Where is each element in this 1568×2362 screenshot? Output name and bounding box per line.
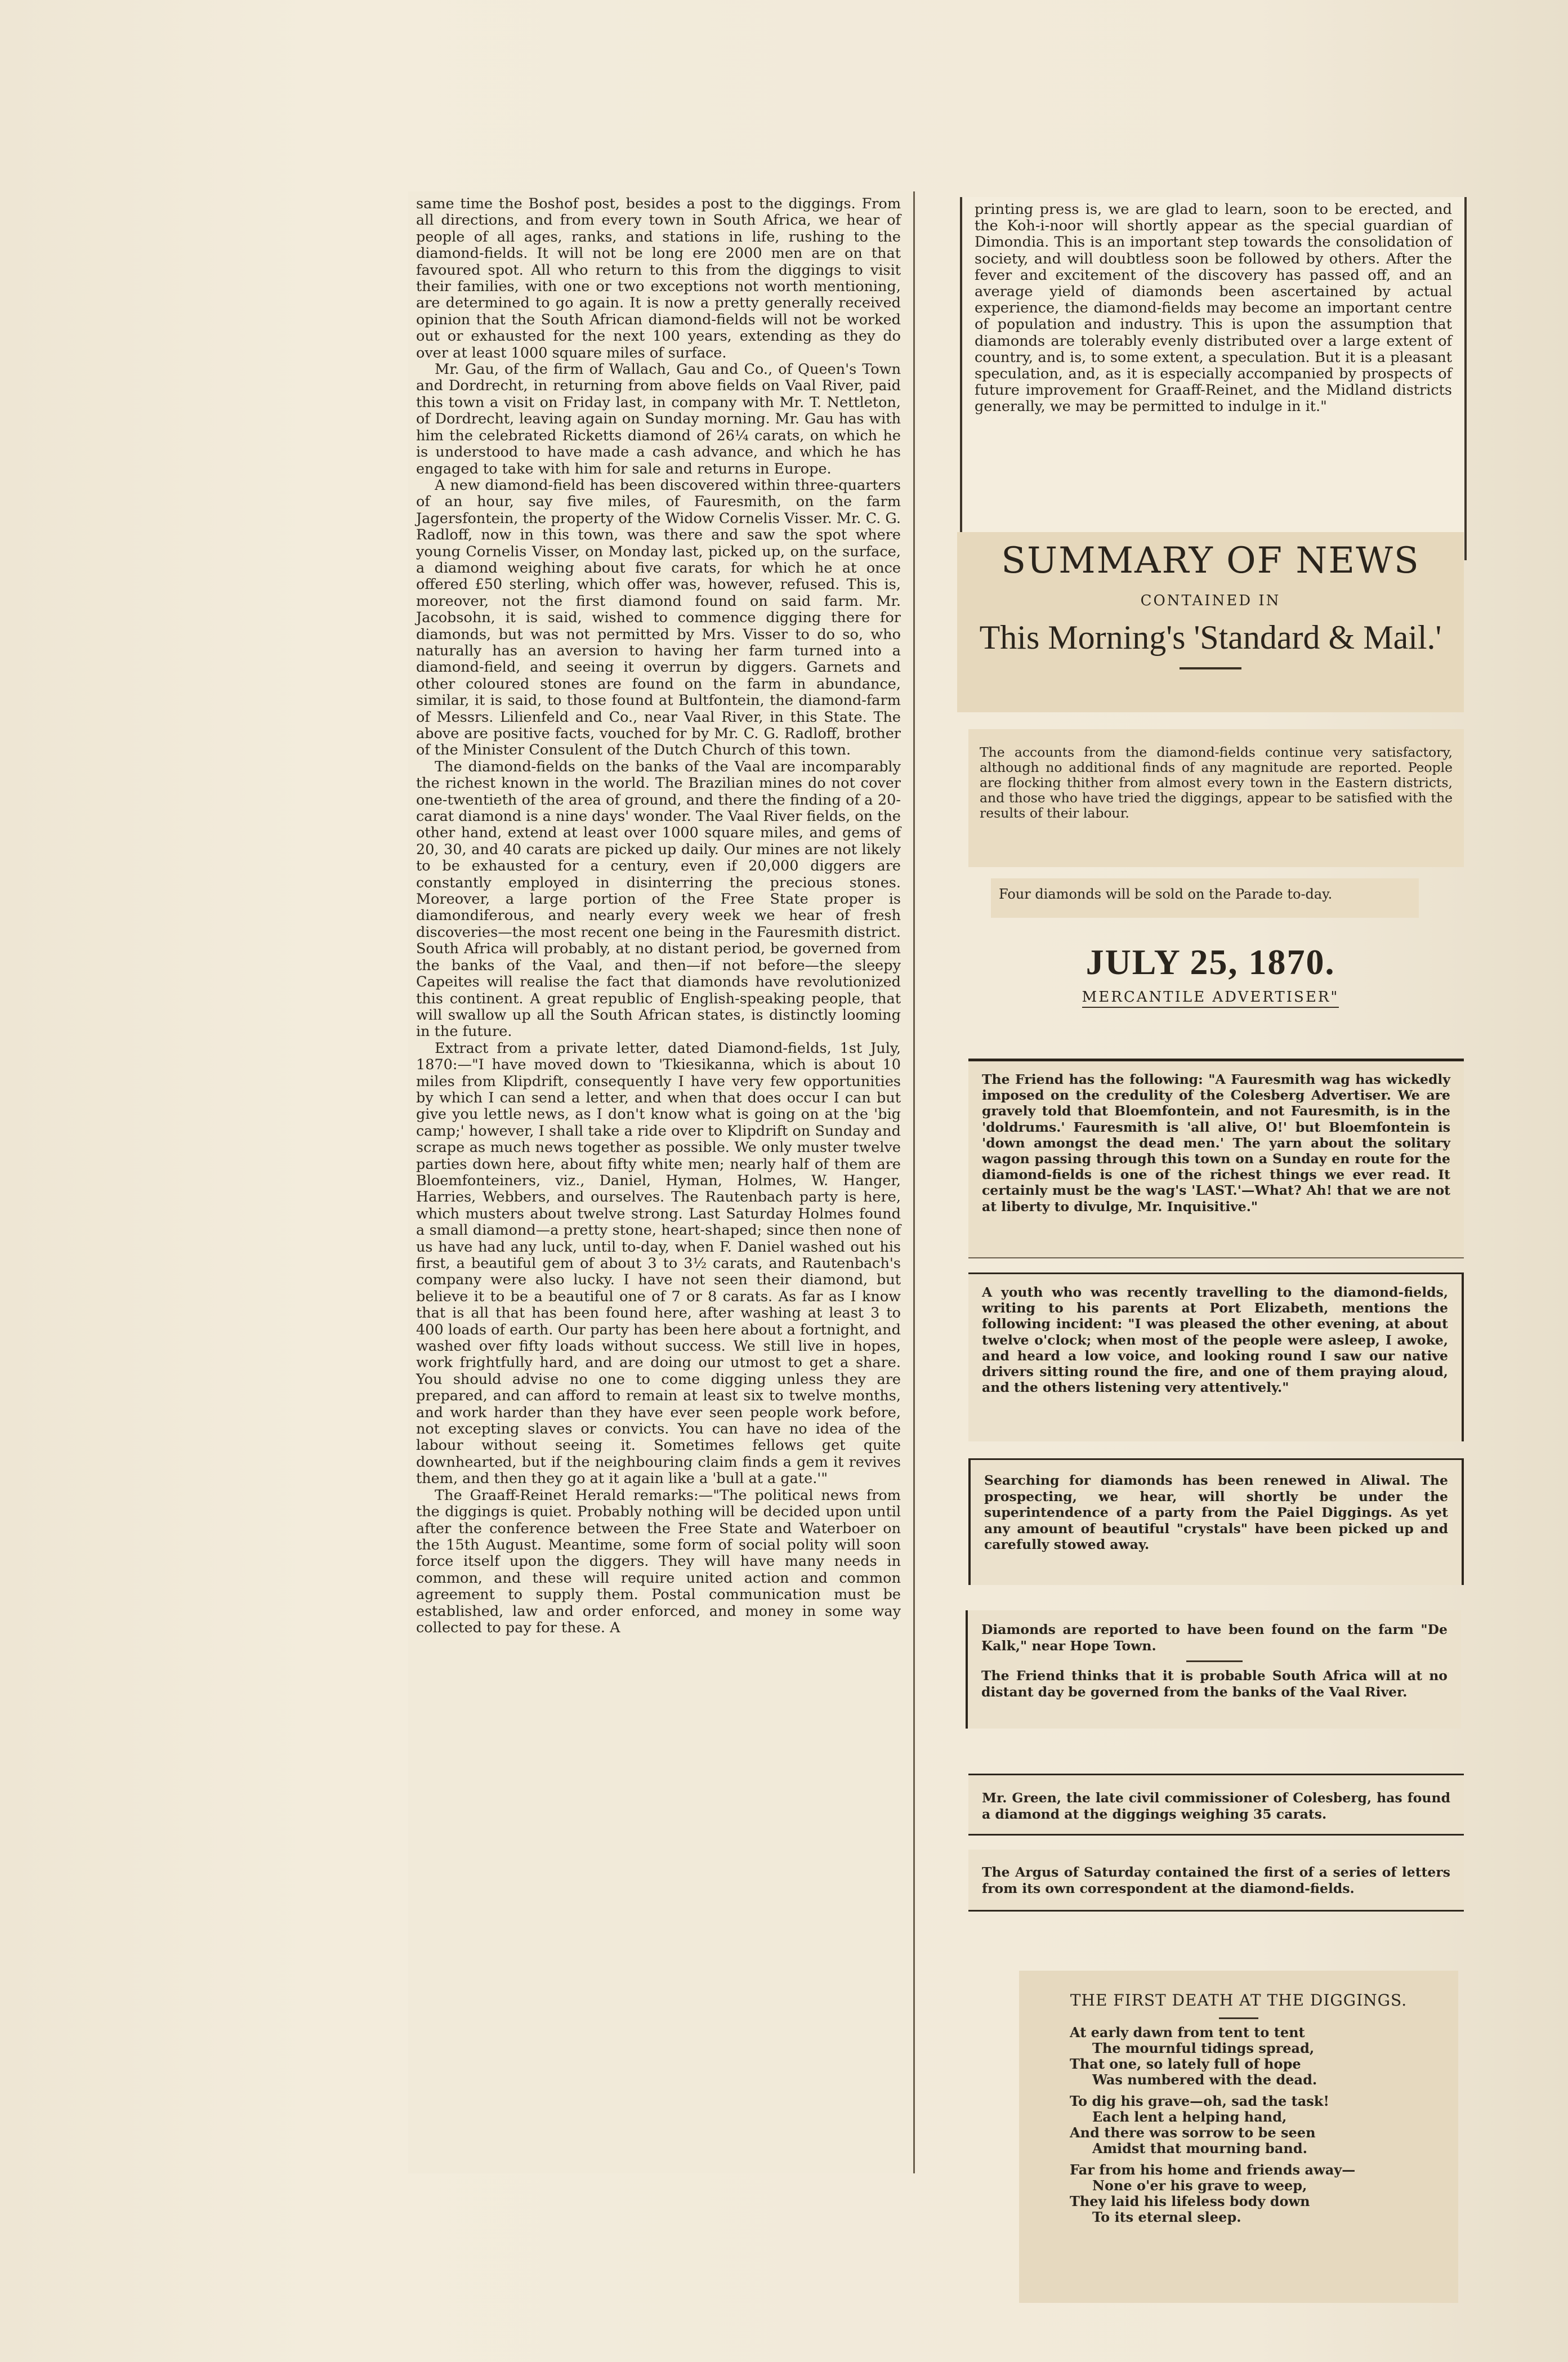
poem-stanza — [1030, 2162, 1447, 2225]
poem-line: Amidst that mourning band. — [1092, 2140, 1307, 2156]
clipping-mr-green — [968, 1774, 1464, 1836]
searching-text: Searching for diamonds has been renewed in Aliwal. The prospecting, we hear, will shortly be under the superintendence of a party from the Paiel Diggings. As yet any amount of beautiful "crystals" have been picked up and carefully stowed away. — [984, 1472, 1448, 1552]
summary-subtitle: CONTAINED IN — [1140, 592, 1281, 610]
poem-line: And there was sorrow to be seen — [1070, 2124, 1316, 2141]
poem-line: They laid his lifeless body down — [1070, 2193, 1310, 2209]
clipping-summary-header — [957, 532, 1464, 712]
clipping-poem — [1019, 1971, 1458, 2303]
poem-line: The mournful tidings spread, — [1092, 2040, 1315, 2056]
poem-line: At early dawn from tent to tent — [1070, 2024, 1305, 2040]
mercantile-advertiser-label: MERCANTILE ADVERTISER" — [1082, 989, 1339, 1008]
youth-text: A youth who was recently travelling to the diamond-fields, writing to his parents at Port Elizabeth, mentions the following incident: "I was pleased the other evening, at about twelve o'clock; when most of the people were asleep, I awoke, and heard a low voice, and looking round I saw our native drivers sitting round the fire, and one of them praying aloud, and the others listening very attentively." — [982, 1284, 1448, 1396]
paragraph-private-letter: Extract from a private letter, dated Diamond-fields, 1st July, 1870:—"I have moved down to 'Tkiesikanna, which is about 10 miles from Klipdrift, consequently I have very few opportunities by which I can send a letter, and when that does occur I can but give you lettle news, as I don't know what is going on at the 'big camp;' however, I shall take a ride over to Klipdrift on Sunday and scrape as much news together as possible. We only muster twelve parties down here, about fifty white men; nearly half of them are Bloemfonteiners, viz., Daniel, Hyman, Holmes, W. Hanger, Harries, Webbers, and ourselves. The Rautenbach party is here, which musters about twelve strong. Last Saturday Holmes found a small diamond—a pretty stone, heart-shaped; since then none of us have had any luck, until to-day, when F. Daniel washed out his first, a beautiful gem of about 3 to 3½ carats, and Rautenbach's company were also lucky. I have not seen their diamond, but believe it to be a beautiful one of 7 or 8 carats. As far as I know that is all that has been found here, after washing at least 3 to 400 loads of earth. Our party has been here about a fortnight, and washed over fifty loads without success. We still live in hopes, work frightfully hard, and are doing our utmost to get a share. You should advise no one to come digging unless they are prepared, and can afford to remain at least six to twelve months, and work harder than they have ever seen people work before, not excepting slaves or convicts. You can have no idea of the labour without seeing it. Sometimes fellows get quite downhearted, but if the neighbouring claim finds a gem it revives them, and then they go at it again like a 'bull at a gate.'" — [416, 1039, 901, 1488]
poem-title: THE FIRST DEATH AT THE DIGGINGS. — [1070, 1991, 1408, 2010]
clipping-youth — [968, 1272, 1464, 1441]
summary-paper-name: This Morning's 'Standard & Mail.' — [979, 619, 1442, 657]
clipping-argus — [968, 1850, 1464, 1912]
date-heading: JULY 25, 1870. — [1085, 942, 1335, 982]
clipping-de-kalk — [966, 1610, 1461, 1729]
friend-thinks-text: The Friend thinks that it is probable South Africa will at no distant day be governed from the banks of the Vaal River. — [981, 1668, 1448, 1700]
poem-line: To dig his grave—oh, sad the task! — [1070, 2093, 1329, 2109]
clipping-printing-press — [960, 197, 1467, 560]
poem-stanza — [1030, 2093, 1447, 2156]
divider — [1219, 2017, 1258, 2019]
clipping-four-diamonds — [991, 878, 1419, 918]
poem-stanza — [1030, 2025, 1447, 2088]
argus-text: The Argus of Saturday contained the first of a series of letters from its own correspondent at the diamond-fields. — [982, 1864, 1450, 1896]
poem-line: None o'er his grave to weep, — [1092, 2177, 1307, 2194]
poem-line: Far from his home and friends away— — [1070, 2162, 1356, 2178]
divider — [1186, 1660, 1243, 1662]
poem-line: Was numbered with the dead. — [1092, 2071, 1317, 2088]
paragraph-vaal-fields: The diamond-fields on the banks of the Vaal are incomparably the richest known in the world. The Brazilian mines do not cover one-twentieth of the area of ground, and there the finding of a 20-carat diamond is a nine days' wonder. The Vaal River fields, on the other hand, extend at least over 1000 square miles, and gems of 20, 30, and 40 carats are picked up daily. Our mines are not likely to be exhausted for a century, even if 20,000 diggers are constantly employed in disinterring the precious stones. Moreover, a large portion of the Free State proper is diamondiferous, and nearly every week we hear of fresh discoveries—the most recent one being in the Fauresmith district. South Africa will probably, at no distant period, be governed from the banks of the Vaal, and then—if not before—the sleepy Capeites will realise the fact that diamonds have revolutionized this continent. A great republic of English-speaking people, that will swallow up all the South African states, is distinctly looming in the future. — [416, 758, 901, 1041]
left-news-column — [408, 191, 915, 2173]
clipping-friend-wag — [968, 1059, 1464, 1258]
printing-press-text: printing press is, we are glad to learn, soon to be erected, and the Koh-i-noor will shortly appear as the special guardian of Dimondia. This is an important step towards the consolidation of society, and will doubtless soon be followed by others. After the fever and excitement of the discovery has passed off, and an average yield of diamonds been ascertained by actual experience, the diamond-fields may become an important centre of population and industry. This is upon the assumption that diamonds are tolerably evenly distributed over a large extent of country, and is, to some extent, a speculation. But it is a pleasant speculation, and, as it is especially accompanied by prospects of future improvement for Graaff-Reinet, and the Midland districts generally, we may be permitted to indulge in it." — [975, 201, 1452, 416]
diamonds-farm-text: Diamonds are reported to have been found on the farm "De Kalk," near Hope Town. — [981, 1622, 1448, 1654]
friend-wag-text: The Friend has the following: "A Fauresmith wag has wickedly imposed on the credulity of the Colesberg Advertiser. We are gravely told that Bloemfontein, and not Fauresmith, is in the 'doldrums.' Fauresmith is 'all alive, O!' but Bloemfontein is 'down amongst the dead men.' The yarn about the solitary wagon passing through this town on a Sunday en route for the diamond-fields is one of the richest things we ever read. It certainly must be the wag's 'LAST.'—What? Ah! that we are not at liberty to divulge, Mr. Inquisitive." — [982, 1071, 1450, 1215]
poem-line: Each lent a helping hand, — [1092, 2109, 1287, 2125]
clipping-searching-aliwal — [968, 1458, 1464, 1585]
clipping-date-header — [957, 935, 1464, 1019]
clipping-accounts — [968, 729, 1464, 867]
paragraph-jagersfontein: A new diamond-field has been discovered within three-quarters of an hour, say five miles, of Fauresmith, on the farm Jagersfontein, the property of the Widow Cornelis Visser. Mr. C. G. Radloff, now in this town, was there and saw the spot where young Cornelis Visser, on Monday last, picked up, on the surface, a diamond weighing about five carats, for which he at once offered £50 sterling, which offer was, however, refused. This is, moreover, not the first diamond found on said farm. Mr. Jacobsohn, it is said, wished to commence digging there for diamonds, but was not permitted by Mrs. Visser to do so, who naturally has an aversion to having her farm turned into a diamond-field, and seeing it overrun by diggers. Garnets and other coloured stones are found on the farm in abundance, similar, it is said, to those found at Bultfontein, the diamond-farm of Messrs. Lilienfeld and Co., near Vaal River, in this State. The above are positive facts, vouched for by Mr. C. G. Radloff, brother of the Minister Consulent of the Dutch Church of this town. — [416, 476, 901, 759]
divider — [1180, 667, 1241, 669]
accounts-text: The accounts from the diamond-fields continue very satisfactory, although no additional finds of any magnitude are reported. People are flocking thither from almost every town in the Eastern districts, and those who have tried the diggings, appear to be satisfied with the results of their labour. — [980, 744, 1453, 821]
paragraph-boshof: same time the Boshof post, besides a post to the diggings. From all directions, and from every town in South Africa, we hear of people of all ages, ranks, and stations in life, rushing to the diamond-fields. It will not be long ere 2000 men are on that favoured spot. All who return to this from the diggings to visit their families, with one or two exceptions not worth mentioning, are determined to go again. It is now a pretty generally received opinion that the South African diamond-fields will not be worked out or exhausted for the next 100 years, extending as they do over at least 1000 square miles of surface. — [416, 195, 901, 361]
paragraph-graaff-reinet: The Graaff-Reinet Herald remarks:—"The political news from the diggings is quiet. Probably nothing will be decided upon until after the conference between the Free State and Waterboer on the 15th August. Meantime, some form of social polity will soon force itself upon the diggers. They will have many needs in common, and these will require united action and common agreement to supply them. Postal communication must be established, law and order enforced, and money in some way collected to pay for these. A — [416, 1486, 901, 1636]
poem-line: To its eternal sleep. — [1092, 2209, 1241, 2225]
summary-title: SUMMARY OF NEWS — [1001, 540, 1420, 582]
paragraph-gau: Mr. Gau, of the firm of Wallach, Gau and Co., of Queen's Town and Dordrecht, in returning from above fields on Vaal River, paid this town a visit on Friday last, in company with Mr. T. Nettleton, of Dordrecht, leaving again on Sunday morning. Mr. Gau has with him the celebrated Ricketts diamond of 26¼ carats, on which he is understood to have made a cash advance, and which he has engaged to take with him for sale and returns in Europe. — [416, 361, 901, 477]
four-diamonds-text: Four diamonds will be sold on the Parade to-day. — [999, 886, 1333, 902]
green-text: Mr. Green, the late civil commissioner of Colesberg, has found a diamond at the diggings weighing 35 carats. — [982, 1790, 1450, 1822]
poem-line: That one, so lately full of hope — [1070, 2056, 1301, 2072]
